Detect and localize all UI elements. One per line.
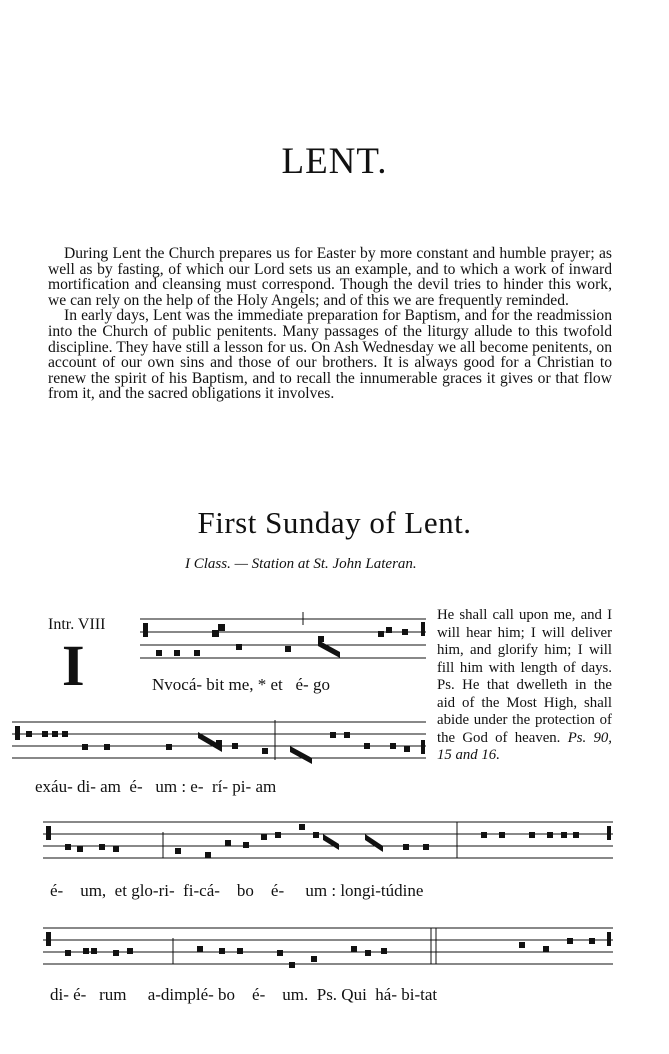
chant-staff-4 [43, 922, 613, 978]
lyrics-line-4: di- é- rum a-dimplé- bo é- um. Ps. Qui há- bi-tat [50, 985, 438, 1004]
translation-body: He shall call upon me, and I will hear him; I will deliver him, and glorify him; I will fill him with length of days. Ps. He that dwelleth in the aid of the Most High, shall abide under the protection of the God of heaven. [437, 607, 612, 746]
drop-initial: I [62, 633, 85, 698]
intro-text [48, 246, 612, 402]
chant-staff-1 [140, 612, 426, 670]
chant-staff-2 [12, 718, 426, 766]
translation-ref: Ps. 90, 15 and 16. [437, 729, 612, 763]
intro-paragraph: During Lent the Church prepares us for Easter by more constant and humble prayer; as well as by fasting, of which our Lord sets us an example, and to which a work of inward mortification and cleansing must correspond. Though the devil tries to hinder this work, we can rely on the help of the Holy Angels; and of this we are frequently reminded. [48, 245, 612, 309]
intro-paragraph: In early days, Lent was the immediate preparation for Baptism, and for the readmission into the Church of public penitents. Many passages of the liturgy allude to this twofold discipline. They have still a lesson for us. On Ash Wednesday we all become penitents, on account of our own sins and those of our brothers. It is always good for a Christian to renew the spirit of his Baptism, and to recall the innumerable graces it gives or that flow from it, and the sacred obligations it involves. [48, 307, 612, 403]
sunday-title: First Sunday of Lent. [197, 505, 472, 540]
lyrics-line-3: é- um, et glo-ri- fi-cá- bo é- um : longi-túdine [50, 881, 424, 900]
mode-label: Intr. VIII [48, 616, 106, 633]
translation-text [437, 607, 612, 765]
lyrics-line-2: exáu- di- am é- um : e- rí- pi- am [35, 777, 277, 796]
chant-staff-3 [43, 818, 613, 868]
lyrics-line-1: Nvocá- bit me, * et é- go [152, 675, 330, 694]
page-title: LENT. [281, 141, 388, 182]
station-subtitle: I Class. — Station at St. John Lateran. [185, 556, 417, 572]
